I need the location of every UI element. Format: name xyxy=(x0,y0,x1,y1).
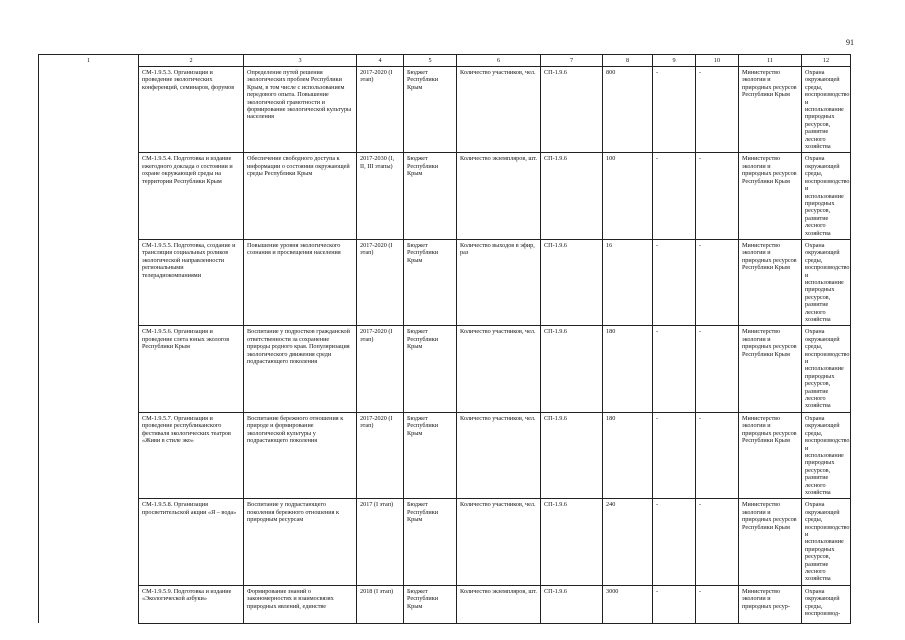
indicator-cell: Количество экземпляров, шт. xyxy=(457,153,541,239)
period-cell: 2017-2030 (I, II, III этапы) xyxy=(357,153,404,239)
table-row xyxy=(39,499,851,585)
funding-source-cell: Бюджет Республики Крым xyxy=(404,153,457,239)
code-cell: СП-1.9.6 xyxy=(541,585,603,623)
value-cell: 800 xyxy=(603,67,653,153)
column-number: 8 xyxy=(603,55,653,67)
table-row xyxy=(39,239,851,325)
value-cell: 180 xyxy=(603,326,653,412)
funding-source-cell: Бюджет Республики Крым xyxy=(404,67,457,153)
table-row xyxy=(39,326,851,412)
value-cell: - xyxy=(653,67,696,153)
value-cell: - xyxy=(696,412,739,498)
measure-name-cell: СМ-1.9.5.9. Подготовка и издание «Экологической азбуки» xyxy=(139,585,244,623)
measure-name-cell: СМ-1.9.5.7. Организация и проведение республиканского фестиваля экологических театров «Живи в стиле эко» xyxy=(139,412,244,498)
measure-name-cell: СМ-1.9.5.5. Подготовка, создание и трансляция социальных роликов экологической направленности региональными телерадиокомпаниями xyxy=(139,239,244,325)
responsible-cell: Министерство экологии и природных ресурсов Республики Крым xyxy=(739,239,802,325)
value-cell: 100 xyxy=(603,153,653,239)
funding-source-cell: Бюджет Республики Крым xyxy=(404,326,457,412)
direction-cell: Охрана окружающей среды, воспроизводство и использование природных ресурсов, развитие лесного хозяйства xyxy=(802,239,851,325)
table-row xyxy=(39,67,851,153)
page-number: 91 xyxy=(846,38,854,47)
code-cell: СП-1.9.6 xyxy=(541,239,603,325)
value-cell: - xyxy=(653,239,696,325)
expected-result-cell: Формирование знаний о закономерностях и взаимосвязях природных явлений, единстве xyxy=(244,585,357,623)
direction-cell: Охрана окружающей среды, воспроизводство и использование природных ресурсов, развитие лесного хозяйства xyxy=(802,67,851,153)
expected-result-cell: Воспитание у подростков гражданской ответственности за сохранение природы родного края. Популяризация экологического движения среди подрастающего поколения xyxy=(244,326,357,412)
value-cell: - xyxy=(696,239,739,325)
period-cell: 2017-2020 (I этап) xyxy=(357,412,404,498)
indicator-cell: Количество выходов в эфир, раз xyxy=(457,239,541,325)
code-cell: СП-1.9.6 xyxy=(541,412,603,498)
code-cell: СП-1.9.6 xyxy=(541,326,603,412)
direction-cell: Охрана окружающей среды, воспроизводство и использование природных ресурсов, развитие лесного хозяйства xyxy=(802,326,851,412)
indicator-cell: Количество участников, чел. xyxy=(457,412,541,498)
column-number-row xyxy=(39,55,851,67)
indicator-cell: Количество участников, чел. xyxy=(457,326,541,412)
code-cell: СП-1.9.6 xyxy=(541,499,603,585)
responsible-cell: Министерство экологии и природных ресурсов Республики Крым xyxy=(739,67,802,153)
expected-result-cell: Определение путей решения экологических проблем Республики Крым, в том числе с использованием передового опыта. Повышение экологической грамотности и формирование экологической культуры населения xyxy=(244,67,357,153)
table-row xyxy=(39,153,851,239)
direction-cell: Охрана окружающей среды, воспроизводство и использование природных ресурсов, развитие лесного хозяйства xyxy=(802,153,851,239)
code-cell: СП-1.9.6 xyxy=(541,67,603,153)
value-cell: - xyxy=(653,585,696,623)
value-cell: - xyxy=(696,67,739,153)
value-cell: - xyxy=(653,326,696,412)
column-number: 2 xyxy=(139,55,244,67)
responsible-cell: Министерство экологии и природных ресурсов Республики Крым xyxy=(739,326,802,412)
table-row xyxy=(39,412,851,498)
period-cell: 2018 (I этап) xyxy=(357,585,404,623)
column-number: 10 xyxy=(696,55,739,67)
funding-source-cell: Бюджет Республики Крым xyxy=(404,499,457,585)
value-cell: - xyxy=(696,585,739,623)
code-cell: СП-1.9.6 xyxy=(541,153,603,239)
value-cell: - xyxy=(653,153,696,239)
empty-cell xyxy=(39,499,139,585)
value-cell: - xyxy=(696,326,739,412)
empty-cell xyxy=(39,412,139,498)
direction-cell: Охрана окружающей среды, воспроизвод- xyxy=(802,585,851,623)
column-number: 11 xyxy=(739,55,802,67)
period-cell: 2017-2020 (I этап) xyxy=(357,239,404,325)
indicator-cell: Количество экземпляров, шт. xyxy=(457,585,541,623)
funding-source-cell: Бюджет Республики Крым xyxy=(404,239,457,325)
measure-name-cell: СМ-1.9.5.6. Организация и проведение слета юных экологов Республики Крым xyxy=(139,326,244,412)
column-number: 3 xyxy=(244,55,357,67)
column-number: 9 xyxy=(653,55,696,67)
empty-cell xyxy=(39,585,139,623)
value-cell: - xyxy=(696,499,739,585)
empty-cell xyxy=(39,67,139,153)
direction-cell: Охрана окружающей среды, воспроизводство и использование природных ресурсов, развитие лесного хозяйства xyxy=(802,499,851,585)
responsible-cell: Министерство экологии и природных ресурсов Республики Крым xyxy=(739,412,802,498)
responsible-cell: Министерство экологии и природных ресурсов Республики Крым xyxy=(739,499,802,585)
value-cell: 240 xyxy=(603,499,653,585)
direction-cell: Охрана окружающей среды, воспроизводство и использование природных ресурсов, развитие лесного хозяйства xyxy=(802,412,851,498)
expected-result-cell: Воспитание бережного отношения к природе и формирование экологической культуры у подрастающего поколения xyxy=(244,412,357,498)
measure-name-cell: СМ-1.9.5.4. Подготовка и издание ежегодного доклада о состоянии и охране окружающей среды на территории Республики Крым xyxy=(139,153,244,239)
value-cell: 16 xyxy=(603,239,653,325)
empty-cell xyxy=(39,326,139,412)
funding-source-cell: Бюджет Республики Крым xyxy=(404,412,457,498)
value-cell: - xyxy=(653,499,696,585)
responsible-cell: Министерство экологии и природных ресурсов Республики Крым xyxy=(739,153,802,239)
period-cell: 2017-2020 (I этап) xyxy=(357,326,404,412)
indicator-cell: Количество участников, чел. xyxy=(457,499,541,585)
period-cell: 2017 (I этап) xyxy=(357,499,404,585)
empty-cell xyxy=(39,153,139,239)
value-cell: 180 xyxy=(603,412,653,498)
expected-result-cell: Обеспечение свободного доступа к информации о состоянии окружающей среды Республики Крым xyxy=(244,153,357,239)
column-number: 12 xyxy=(802,55,851,67)
value-cell: 3000 xyxy=(603,585,653,623)
column-number: 7 xyxy=(541,55,603,67)
value-cell: - xyxy=(653,412,696,498)
table-row xyxy=(39,585,851,623)
measure-name-cell: СМ-1.9.5.3. Организация и проведение экологических конференций, семинаров, форумов xyxy=(139,67,244,153)
measures-table xyxy=(38,54,851,624)
indicator-cell: Количество участников, чел. xyxy=(457,67,541,153)
column-number: 5 xyxy=(404,55,457,67)
measure-name-cell: СМ-1.9.5.8. Организация просветительской акции «Я – вода» xyxy=(139,499,244,585)
value-cell: - xyxy=(696,153,739,239)
funding-source-cell: Бюджет Республики Крым xyxy=(404,585,457,623)
empty-cell xyxy=(39,239,139,325)
column-number: 1 xyxy=(39,55,139,67)
period-cell: 2017-2020 (I этап) xyxy=(357,67,404,153)
responsible-cell: Министерство экологии и природных ресур- xyxy=(739,585,802,623)
expected-result-cell: Повышение уровня экологического сознания и просвещения населения xyxy=(244,239,357,325)
column-number: 4 xyxy=(357,55,404,67)
column-number: 6 xyxy=(457,55,541,67)
expected-result-cell: Воспитание у подрастающего поколения бережного отношения к природным ресурсам xyxy=(244,499,357,585)
